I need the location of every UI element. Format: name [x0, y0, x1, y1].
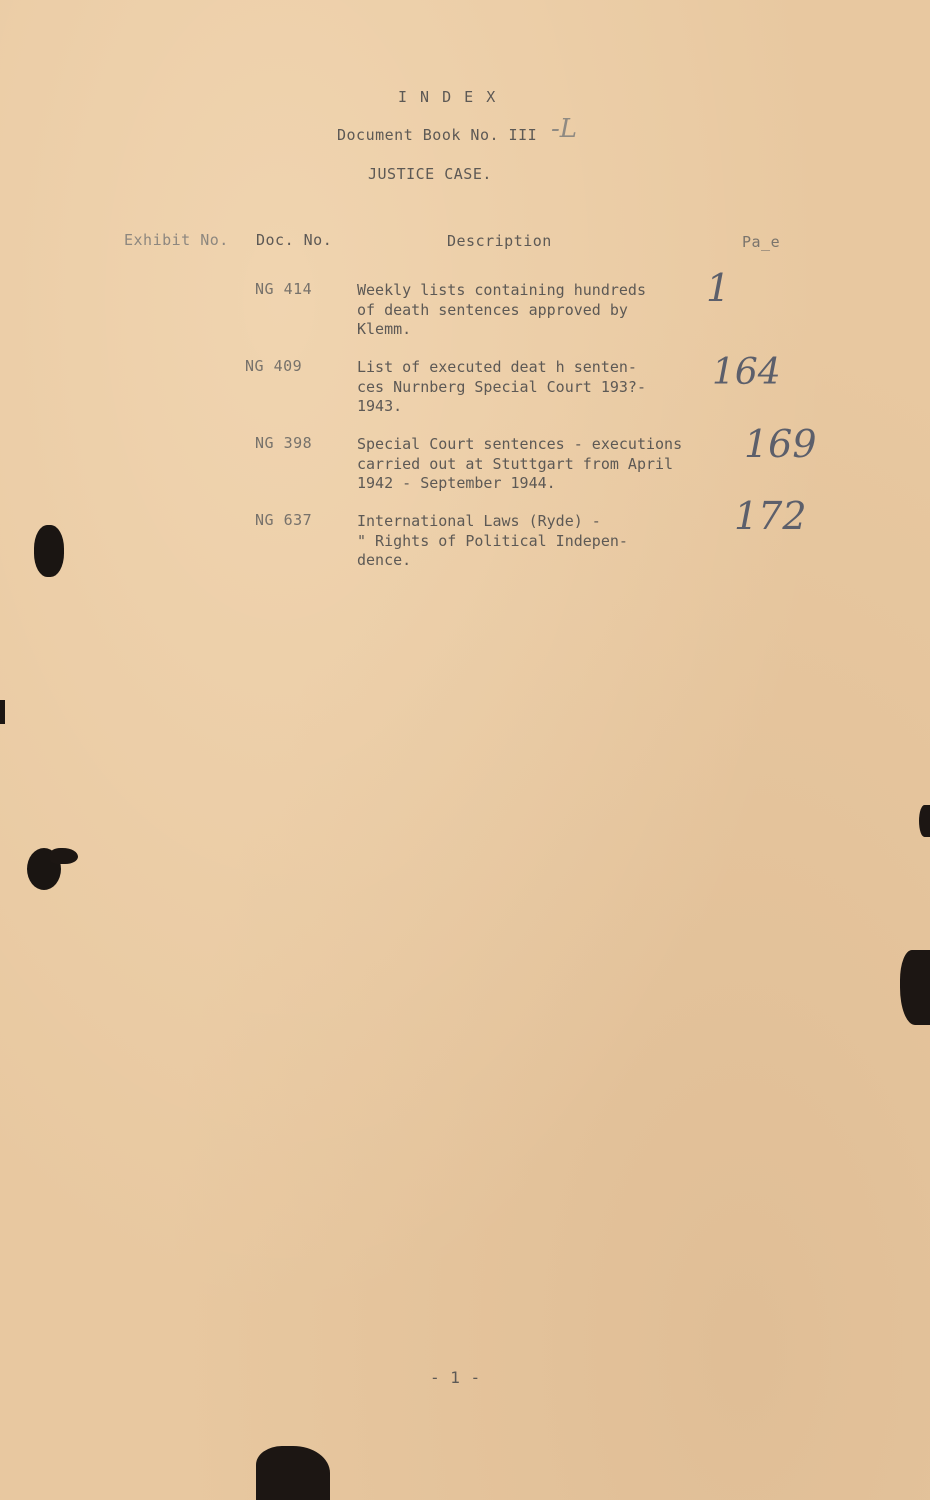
table-row-doc-no: NG 637 — [255, 511, 313, 529]
table-row-doc-no: NG 398 — [255, 434, 313, 452]
description-line: dence. — [357, 551, 412, 569]
edge-tear-bottom — [256, 1446, 330, 1500]
description-line: Weekly lists containing hundreds — [357, 281, 646, 299]
column-header-doc: Doc. No. — [256, 231, 333, 249]
description-line: of death sentences approved by — [357, 300, 628, 319]
table-row-doc-no: NG 409 — [245, 357, 303, 375]
description-line: International Laws (Ryde) - — [357, 512, 601, 530]
table-row-description — [357, 281, 646, 340]
table-row-description — [357, 358, 646, 417]
description-line: carried out at Stuttgart from April — [357, 454, 674, 473]
table-row-page: 164 — [712, 352, 781, 393]
description-line: 1943. — [357, 397, 403, 415]
edge-tear-right — [900, 950, 930, 1025]
table-row-page: 1 — [706, 266, 731, 310]
edge-tear-left — [0, 700, 5, 724]
table-row-description — [357, 512, 628, 571]
table-row-page: 169 — [744, 422, 817, 466]
column-header-exhibit: Exhibit No. — [124, 231, 229, 249]
punch-hole-lower-tail — [50, 848, 78, 864]
column-header-page: Pa_e — [742, 233, 781, 251]
document-book-line: Document Book No. III — [337, 126, 538, 144]
description-line: 1942 - September 1944. — [357, 474, 556, 492]
table-row-doc-no: NG 414 — [255, 280, 313, 298]
index-title: I N D E X — [398, 88, 498, 106]
page-number: - 1 - — [430, 1368, 481, 1387]
column-header-description: Description — [447, 232, 552, 250]
table-row-page: 172 — [734, 494, 807, 538]
description-line: " Rights of Political Indepen- — [357, 531, 628, 550]
description-line: List of executed deat h senten- — [357, 358, 637, 376]
edge-tear-right-small — [919, 805, 930, 837]
table-row-description — [357, 435, 682, 494]
description-line: Special Court sentences - executions — [357, 435, 683, 453]
description-line: Klemm. — [357, 320, 412, 338]
punch-hole-upper — [34, 525, 64, 577]
book-suffix-handwritten: -L — [551, 114, 578, 144]
description-line: ces Nurnberg Special Court 193?- — [357, 377, 646, 396]
case-title: JUSTICE CASE. — [368, 165, 492, 183]
